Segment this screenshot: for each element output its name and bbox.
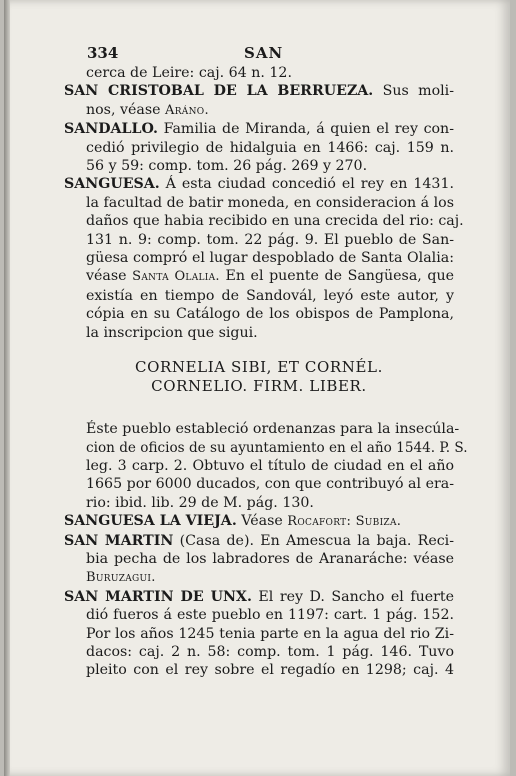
entry-san-martin bbox=[64, 532, 454, 550]
text-span: véase bbox=[86, 268, 133, 285]
text-line: 131 n. 9: comp. tom. 22 pág. 9. El pueblo de San- bbox=[86, 231, 454, 248]
text-span: En el puente de Sangüesa, que bbox=[219, 268, 455, 285]
text-line bbox=[64, 267, 454, 286]
entry-san-cristobal bbox=[64, 82, 454, 100]
entry-headword: SANGUESA LA VIEJA. bbox=[64, 513, 237, 530]
text-span: Véase bbox=[236, 513, 288, 530]
text-line: pleito con el rey sobre el regadío en 1298; caj. 4 bbox=[86, 662, 454, 679]
text-span: El rey D. Sancho el fuerte bbox=[251, 588, 454, 605]
text-line: cion de oficios de su ayuntamiento en el año 1544. P. S. bbox=[86, 439, 468, 456]
text-line: cedió privilegio de hidalguia en 1466: caj. 159 n. bbox=[86, 139, 454, 156]
text-line: güesa compró el lugar despoblado de Santa Olalia: bbox=[86, 250, 454, 267]
inscription-line: CORNELIA SIBI, ET CORNÉL. bbox=[135, 358, 383, 377]
text-line: dió fueros á este pueblo en 1197: cart. 1 pág. 152. bbox=[86, 607, 454, 624]
inscription-line: CORNELIO. FIRM. LIBER. bbox=[151, 377, 367, 396]
entry-headword: SAN CRISTOBAL DE LA BERRUEZA. bbox=[64, 83, 374, 100]
text-span: (Casa de). En Amescua la baja. Reci- bbox=[173, 532, 454, 549]
text-line: rio: ibid. lib. 29 de M. pág. 130. bbox=[86, 494, 314, 511]
page-body bbox=[64, 44, 468, 680]
page-header bbox=[64, 44, 454, 64]
cross-reference: Santa Olalia. bbox=[132, 269, 220, 285]
text-span: Sus moli- bbox=[373, 83, 454, 100]
text-line: dacos: caj. 2 n. 58: comp. tom. 1 pág. 146. Tuvo bbox=[86, 643, 454, 660]
entry-san-martin-de-unx bbox=[64, 588, 454, 606]
running-head: SAN bbox=[244, 44, 284, 62]
text-span: Á esta ciudad concedió el rey en 1431. bbox=[159, 176, 454, 193]
text-line: existía en tiempo de Sandovál, leyó este autor, y bbox=[86, 287, 454, 304]
entry-sanguesa bbox=[64, 175, 454, 193]
text-line: la facultad de batir moneda, en consideracion á los bbox=[86, 194, 454, 211]
cross-reference: Rocafort: Subiza. bbox=[287, 514, 402, 530]
entry-sandallo bbox=[64, 120, 454, 138]
entry-headword: SAN MARTIN bbox=[64, 532, 174, 549]
entry-headword: SANGUESA. bbox=[64, 176, 160, 193]
text-line: cópia en su Catálogo de los obispos de Pamplona, bbox=[86, 306, 454, 323]
cross-reference: Buruzagui. bbox=[86, 570, 156, 586]
text-line: Por los años 1245 tenia parte en la agua del rio Zi- bbox=[86, 625, 454, 642]
text-line: Éste pueblo estableció ordenanzas para la insecúla- bbox=[86, 421, 460, 438]
text-line bbox=[64, 101, 454, 120]
text-span: Familia de Miranda, á quien el rey con- bbox=[157, 121, 454, 138]
cross-reference: Aráno. bbox=[165, 102, 209, 118]
text-line: la inscripcion que sigui. bbox=[86, 324, 258, 341]
text-line: cerca de Leire: caj. 64 n. 12. bbox=[86, 65, 292, 81]
page-number: 334 bbox=[87, 44, 119, 62]
entry-headword: SANDALLO. bbox=[64, 121, 158, 138]
entry-sanguesa-la-vieja bbox=[64, 512, 454, 531]
entry-headword: SAN MARTIN DE UNX. bbox=[64, 588, 252, 605]
text-span: nos, véase bbox=[86, 101, 166, 118]
text-line: daños que habia recibido en una crecida del rio: caj. bbox=[86, 213, 464, 230]
text-line: leg. 3 carp. 2. Obtuvo el título de ciudad en el año bbox=[86, 457, 454, 474]
page-gutter bbox=[4, 0, 10, 776]
book-page bbox=[4, 0, 510, 776]
text-line: 56 y 59: comp. tom. 26 pág. 269 y 270. bbox=[86, 158, 368, 175]
text-line bbox=[64, 568, 454, 587]
text-line: 1665 por 6000 ducados, con que contribuyó al era- bbox=[86, 476, 454, 493]
text-line: bia pecha de los labradores de Aranaráche: véase bbox=[86, 550, 454, 567]
